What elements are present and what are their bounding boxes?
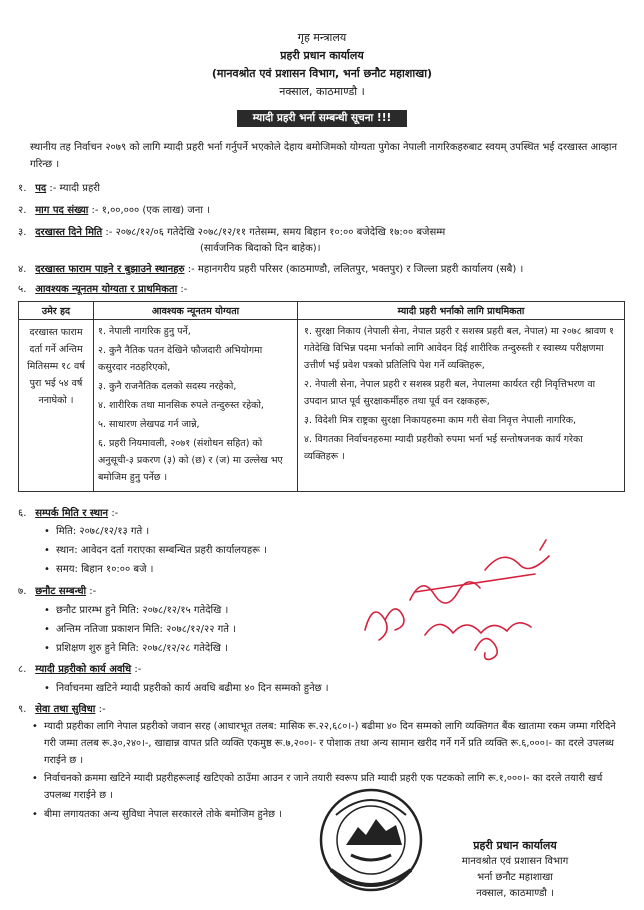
section-application-date xyxy=(18,225,445,240)
footer-address: नक्साल, काठमाण्डौ । xyxy=(476,888,554,899)
list-item: • प्रशिक्षण शुरु हुने मिति: २०७८/१२/२८ गतेदेखि । xyxy=(44,643,228,654)
section-value: :- xyxy=(98,704,106,715)
list-item-text: निर्वाचनको क्रममा खटिने म्यादी प्रहरीहरूलाई खटिएको ठाउँमा आउन र जाने तयारी स्वरूप प्रति म्यादी प्रहरी एक पटकको लागि रू.१,०००।- का दरले तयारी खर्च उपलब्ध गराईने छ । xyxy=(44,773,603,801)
table-header-row xyxy=(19,302,625,320)
section-demand xyxy=(18,203,210,218)
list-item: • निर्वाचनको क्रममा खटिने म्यादी प्रहरीहरूलाई खटिएको ठाउँमा आउन र जाने तयारी स्वरूप प्रति म्यादी प्रहरी एक पटकको लागि रू.१,०००।- का दरले तयारी खर्च उपलब्ध गराईने छ । xyxy=(32,773,603,801)
requirements-table xyxy=(18,301,625,492)
section-post xyxy=(18,181,100,196)
qualification-cell xyxy=(94,320,298,492)
section-label: दरखास्त फाराम पाइने र बुझाउने स्थानहरु xyxy=(35,264,185,275)
priority-item: ३. विदेशी मित्र राष्ट्रका सुरक्षा निकायहरुमा काम गरी सेवा निवृत्त नेपाली नागरिक, xyxy=(304,415,577,426)
footer-division: भर्ना छनौट महाशाखा xyxy=(477,872,553,883)
footer-office-name: प्रहरी प्रधान कार्यालय xyxy=(473,839,557,852)
list-item: • म्यादी प्रहरीका लागि नेपाल प्रहरीको जवान सरह (आधारभूत तलब: मासिक रू.२२,६८०।-) बढीमा ४० दिन सम्मको लागि व्यक्तिगत बैंक खातामा रकम जम्मा गरिदिने गरी जम्मा तलब रू.३०,२४०।-, खाद्यान्न वापत प्रति व्यक्ति एकमुष्ठ रू.७,२००।- र पोशाक तथा अन्य सामान खरीद गर्ने गर्ने प्रति व्यक्ति रू.६,०००।- का दरले उपलब्ध गराईने छ । xyxy=(32,721,616,766)
header-priority: म्यादी प्रहरी भर्नाको लागि प्राथमिकता xyxy=(298,302,625,320)
list-item-text: छनौट प्रारम्भ हुने मिति: २०७८/१२/१५ गतेदेखि । xyxy=(56,605,229,616)
qualification-item: ४. शारीरिक तथा मानसिक रुपले तन्दुरुस्त रहेको, xyxy=(98,400,264,411)
priority-item: ४. विगतका निर्वाचनहरुमा म्यादी प्रहरीको रुपमा भर्ना भई सन्तोषजनक कार्य गरेका व्यक्तिहरू । xyxy=(304,434,583,462)
notice-banner: म्यादी प्रहरी भर्ना सम्बन्धी सूचना !!! xyxy=(237,110,407,127)
section-qualification xyxy=(18,282,187,297)
section-value: :- म्यादी प्रहरी xyxy=(49,183,100,194)
list-item-text: स्थान: आवेदन दर्ता गराएका सम्बन्धित प्रहरी कार्यालयहरू । xyxy=(56,545,267,556)
list-item: • छनौट प्रारम्भ हुने मिति: २०७८/१२/१५ गतेदेखि । xyxy=(44,605,229,616)
section-selection xyxy=(18,584,96,599)
list-item: • निर्वाचनमा खटिने म्यादी प्रहरीको कार्य अवधि बढीमा ४० दिन सम्मको हुनेछ । xyxy=(44,683,329,694)
list-item-text: प्रशिक्षण शुरु हुने मिति: २०७८/१२/२८ गतेदेखि । xyxy=(56,643,228,654)
intro-paragraph: स्थानीय तह निर्वाचन २०७९ को लागि म्यादी प्रहरी भर्ना गर्नुपर्ने भएकोले देहाय बमोजिमको योग्यता पुगेका नेपाली नागरिकहरुबाट स्वयम् उपस्थित भई दरखास्त आव्हान गरिन्छ । xyxy=(30,142,618,170)
list-item: • बीमा लगायतका अन्य सुविधा नेपाल सरकारले तोके बमोजिम हुनेछ । xyxy=(32,809,282,820)
section-label: माग पद संख्या xyxy=(35,205,89,216)
list-item-text: म्यादी प्रहरीका लागि नेपाल प्रहरीको जवान सरह (आधारभूत तलब: मासिक रू.२२,६८०।-) बढीमा ४० दिन सम्मको लागि व्यक्तिगत बैंक खातामा रकम जम्मा गरिदिने गरी जम्मा तलब रू.३०,२४०।-, खाद्यान्न वापत प्रति व्यक्ति एकमुष्ठ रू.७,२००।- र पोशाक तथा अन्य सामान खरीद गर्ने गर्ने प्रति व्यक्ति रू.६,०००।- का दरले उपलब्ध गराईने छ । xyxy=(44,721,616,766)
priority-item: २. नेपाली सेना, नेपाल प्रहरी र सशस्त्र प्रहरी बल, नेपालमा कार्यरत रही निवृत्तिभरण वा उपदान प्राप्त पूर्व सुरक्षाकर्मीहरु तथा पूर्व वन रक्षकहरू, xyxy=(304,379,596,407)
section-value: :- xyxy=(134,664,142,675)
section-number: २. xyxy=(18,205,27,216)
section-value: :- २०७८/१२/०६ गतेदेखि २०७८/१२/११ गतेसम्म, समय बिहान १०:०० बजेदेखि १७:०० बजेसम्म xyxy=(105,227,446,238)
section-label: म्यादी प्रहरीको कार्य अवधि xyxy=(35,664,132,675)
section-number: ९. xyxy=(18,704,27,715)
department-name: (मानवश्रोत एवं प्रशासन विभाग, भर्ना छनौट महाशाखा) xyxy=(211,67,433,80)
section-value: :- महानगरीय प्रहरी परिसर (काठमाण्डौ, ललितपुर, भक्तपुर) र जिल्ला प्रहरी कार्यालय (सबै) । xyxy=(187,264,524,275)
list-item-text: समय: बिहान १०:०० बजे । xyxy=(56,564,154,575)
qualification-item: १. नेपाली नागरिक हुनु पर्ने, xyxy=(98,326,191,337)
section-number: ४. xyxy=(18,264,27,275)
qualification-item: ३. कुनै राजनैतिक दलको सदस्य नरहेको, xyxy=(98,381,237,392)
holiday-note: (सार्वजनिक बिदाको दिन बाहेक)। xyxy=(200,243,321,254)
section-number: ७. xyxy=(18,586,27,597)
section-value: :- १,००,००० (एक लाख) जना । xyxy=(91,205,210,216)
section-number: ३. xyxy=(18,227,27,238)
priority-cell xyxy=(298,320,625,492)
list-item-text: मिति: २०७८/१२/१३ गते । xyxy=(56,526,150,537)
list-item-text: बीमा लगायतका अन्य सुविधा नेपाल सरकारले तोके बमोजिम हुनेछ । xyxy=(44,809,282,820)
table-row xyxy=(19,320,625,492)
priority-item: १. सुरक्षा निकाय (नेपाली सेना, नेपाल प्रहरी र सशस्त्र प्रहरी बल, नेपाल) मा २०७८ श्रावण १ गतेदेखि विभिन्न पदमा भर्नाको लागि आवेदन दिई शारीरिक तन्दुरुस्ती र स्वास्थ्य परीक्षणमा उत्तीर्ण भई प्रवेश पत्रको प्रतिलिपि पेश गर्ने व्यक्तिहरू, xyxy=(304,326,614,371)
list-item: • समय: बिहान १०:०० बजे । xyxy=(44,564,154,575)
list-item: • मिति: २०७८/१२/१३ गते । xyxy=(44,526,150,537)
section-value: :- xyxy=(180,284,188,295)
footer-department: मानवश्रोत एवं प्रशासन विभाग xyxy=(461,856,569,867)
section-label: पद xyxy=(35,183,47,194)
list-item: • स्थान: आवेदन दर्ता गराएका सम्बन्धित प्रहरी कार्यालयहरू । xyxy=(44,545,267,556)
section-label: सेवा तथा सुविधा xyxy=(35,704,96,715)
section-label: दरखास्त दिने मिति xyxy=(35,227,103,238)
list-item: • अन्तिम नतिजा प्रकाशन मिति: २०७८/१२/२२ गते । xyxy=(44,624,236,635)
office-address: नक्साल, काठमाण्डौ । xyxy=(279,85,365,98)
footer-office-block xyxy=(420,838,610,902)
section-application-place xyxy=(18,262,523,277)
qualification-item: ६. प्रहरी नियमावली, २०७१ (संशोधन सहित) को अनुसूची-३ प्रकरण (३) को (छ) र (ज) मा उल्लेख भए बमोजिम हुनु पर्नेछ । xyxy=(98,438,283,483)
qualification-item: २. कुनै नैतिक पतन देखिने फौजदारी अभियोगमा कसुरदार नठहरिएको, xyxy=(98,345,263,373)
header-qualification: आवश्यक न्यूनतम योग्यता xyxy=(94,302,298,320)
section-work-period xyxy=(18,662,141,677)
ministry-name: गृह मन्त्रालय xyxy=(297,31,347,44)
section-number: ८. xyxy=(18,664,27,675)
section-contact xyxy=(18,506,118,521)
section-label: सम्पर्क मिति र स्थान xyxy=(35,508,109,519)
section-number: ५. xyxy=(18,284,27,295)
section-value: :- xyxy=(89,586,97,597)
qualification-item: ५. साधारण लेखपढ गर्न जान्ने, xyxy=(98,419,200,430)
section-value: :- xyxy=(111,508,119,519)
office-name: प्रहरी प्रधान कार्यालय xyxy=(280,49,364,62)
list-item-text: निर्वाचनमा खटिने म्यादी प्रहरीको कार्य अवधि बढीमा ४० दिन सम्मको हुनेछ । xyxy=(56,683,329,694)
government-seal xyxy=(316,785,426,900)
handwritten-signature xyxy=(355,530,575,670)
section-label: छनौट सम्बन्धी xyxy=(35,586,87,597)
section-facilities xyxy=(18,702,106,717)
list-item-text: अन्तिम नतिजा प्रकाशन मिति: २०७८/१२/२२ गते । xyxy=(56,624,236,635)
header-age: उमेर हद xyxy=(19,302,94,320)
section-number: १. xyxy=(18,183,27,194)
section-number: ६. xyxy=(18,508,27,519)
age-limit-cell: दरखास्त फाराम दर्ता गर्ने अन्तिम मितिसम्म १८ वर्ष पुरा भई ५४ वर्ष ननाघेको । xyxy=(19,320,94,492)
section-label: आवश्यक न्यूनतम योग्यता र प्राथमिकता xyxy=(35,284,178,295)
